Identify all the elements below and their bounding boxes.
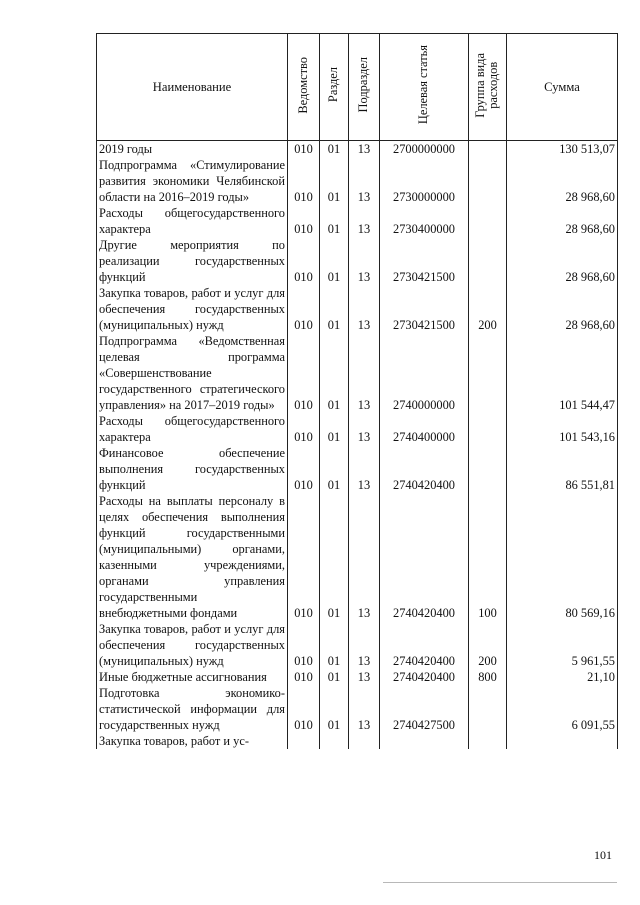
row-name: Другие мероприятия по реализации государственных функций: [97, 237, 288, 285]
row-celevaya: [380, 733, 469, 749]
row-name: 2019 годы: [97, 141, 288, 158]
row-summa: 101 544,47: [507, 333, 618, 413]
row-celevaya: 2730400000: [380, 205, 469, 237]
header-celevaya: Целевая статья: [380, 34, 469, 141]
row-podrazdel: 13: [349, 237, 380, 285]
row-celevaya: 2740400000: [380, 413, 469, 445]
row-gruppa: [469, 413, 507, 445]
header-gruppa: Группа вида расходов: [469, 34, 507, 141]
row-name: Закупка товаров, работ и услуг для обеспечения государственных (муниципальных) нужд: [97, 285, 288, 333]
row-gruppa: [469, 733, 507, 749]
row-gruppa: [469, 157, 507, 205]
row-summa: 21,10: [507, 669, 618, 685]
row-summa: 28 968,60: [507, 205, 618, 237]
row-vedomstvo: 010: [288, 333, 320, 413]
budget-table: [96, 33, 618, 749]
row-celevaya: 2740420400: [380, 621, 469, 669]
table-row: [97, 733, 618, 749]
row-podrazdel: 13: [349, 621, 380, 669]
row-razdel: 01: [320, 141, 349, 158]
row-vedomstvo: 010: [288, 669, 320, 685]
footer-divider: [383, 882, 617, 883]
table-row: [97, 333, 618, 413]
table-row: [97, 413, 618, 445]
row-gruppa: 800: [469, 669, 507, 685]
row-celevaya: 2740420400: [380, 493, 469, 621]
row-name: Иные бюджетные ассигнования: [97, 669, 288, 685]
row-vedomstvo: [288, 733, 320, 749]
table-row: [97, 141, 618, 158]
row-gruppa: [469, 445, 507, 493]
table-row: [97, 669, 618, 685]
row-gruppa: [469, 237, 507, 285]
row-summa: 28 968,60: [507, 157, 618, 205]
row-gruppa: [469, 333, 507, 413]
row-celevaya: 2730421500: [380, 237, 469, 285]
row-summa: 6 091,55: [507, 685, 618, 733]
row-razdel: [320, 733, 349, 749]
row-name: Закупка товаров, работ и ус-: [97, 733, 288, 749]
row-podrazdel: 13: [349, 669, 380, 685]
row-razdel: 01: [320, 493, 349, 621]
row-vedomstvo: 010: [288, 621, 320, 669]
row-summa: 28 968,60: [507, 237, 618, 285]
row-name: Финансовое обеспечение выполнения государственных функций: [97, 445, 288, 493]
row-podrazdel: 13: [349, 157, 380, 205]
row-gruppa: [469, 685, 507, 733]
row-summa: 101 543,16: [507, 413, 618, 445]
row-celevaya: 2700000000: [380, 141, 469, 158]
table-row: [97, 685, 618, 733]
row-podrazdel: 13: [349, 445, 380, 493]
table-row: [97, 237, 618, 285]
row-vedomstvo: 010: [288, 205, 320, 237]
row-razdel: 01: [320, 621, 349, 669]
row-summa: 80 569,16: [507, 493, 618, 621]
row-celevaya: 2740427500: [380, 685, 469, 733]
row-summa: 28 968,60: [507, 285, 618, 333]
row-podrazdel: 13: [349, 205, 380, 237]
row-podrazdel: [349, 733, 380, 749]
header-razdel: Раздел: [320, 34, 349, 141]
row-summa: [507, 733, 618, 749]
header-summa: Сумма: [507, 34, 618, 141]
row-podrazdel: 13: [349, 685, 380, 733]
row-vedomstvo: 010: [288, 445, 320, 493]
row-razdel: 01: [320, 285, 349, 333]
row-name: Подготовка экономико-статистической информации для государственных нужд: [97, 685, 288, 733]
row-name: Расходы на выплаты персоналу в целях обеспечения выполнения функций государственными (муниципальными) органами, казенными учреждениями, органами управления государственными внебюджетными фондами: [97, 493, 288, 621]
row-razdel: 01: [320, 413, 349, 445]
header-name: Наименование: [97, 34, 288, 141]
row-razdel: 01: [320, 445, 349, 493]
table-row: [97, 445, 618, 493]
row-vedomstvo: 010: [288, 685, 320, 733]
row-vedomstvo: 010: [288, 237, 320, 285]
row-name: Подпрограмма «Стимулирование развития экономики Челябинской области на 2016–2019 годы»: [97, 157, 288, 205]
row-podrazdel: 13: [349, 285, 380, 333]
row-gruppa: 200: [469, 285, 507, 333]
row-razdel: 01: [320, 669, 349, 685]
page-number: 101: [594, 848, 612, 862]
header-podrazdel: Подраздел: [349, 34, 380, 141]
row-summa: 130 513,07: [507, 141, 618, 158]
row-celevaya: 2740420400: [380, 669, 469, 685]
table-row: [97, 621, 618, 669]
row-gruppa: [469, 141, 507, 158]
row-vedomstvo: 010: [288, 413, 320, 445]
row-podrazdel: 13: [349, 141, 380, 158]
row-gruppa: 100: [469, 493, 507, 621]
row-vedomstvo: 010: [288, 493, 320, 621]
row-razdel: 01: [320, 205, 349, 237]
table-row: [97, 157, 618, 205]
row-celevaya: 2730421500: [380, 285, 469, 333]
row-podrazdel: 13: [349, 493, 380, 621]
row-name: Подпрограмма «Ведомственная целевая программа «Совершенствование государственного стратегического управления» на 2017–2019 годы»: [97, 333, 288, 413]
row-name: Расходы общегосударственного характера: [97, 205, 288, 237]
table-header-row: [97, 34, 618, 141]
header-vedomstvo: Ведомство: [288, 34, 320, 141]
row-name: Расходы общегосударственного характера: [97, 413, 288, 445]
row-gruppa: [469, 205, 507, 237]
row-razdel: 01: [320, 157, 349, 205]
row-podrazdel: 13: [349, 333, 380, 413]
row-summa: 86 551,81: [507, 445, 618, 493]
row-vedomstvo: 010: [288, 285, 320, 333]
row-gruppa: 200: [469, 621, 507, 669]
row-razdel: 01: [320, 685, 349, 733]
row-razdel: 01: [320, 237, 349, 285]
row-name: Закупка товаров, работ и услуг для обеспечения государственных (муниципальных) нужд: [97, 621, 288, 669]
row-summa: 5 961,55: [507, 621, 618, 669]
row-vedomstvo: 010: [288, 157, 320, 205]
row-celevaya: 2740000000: [380, 333, 469, 413]
row-razdel: 01: [320, 333, 349, 413]
row-vedomstvo: 010: [288, 141, 320, 158]
row-celevaya: 2730000000: [380, 157, 469, 205]
table-row: [97, 285, 618, 333]
table-row: [97, 205, 618, 237]
row-podrazdel: 13: [349, 413, 380, 445]
row-celevaya: 2740420400: [380, 445, 469, 493]
table-row: [97, 493, 618, 621]
